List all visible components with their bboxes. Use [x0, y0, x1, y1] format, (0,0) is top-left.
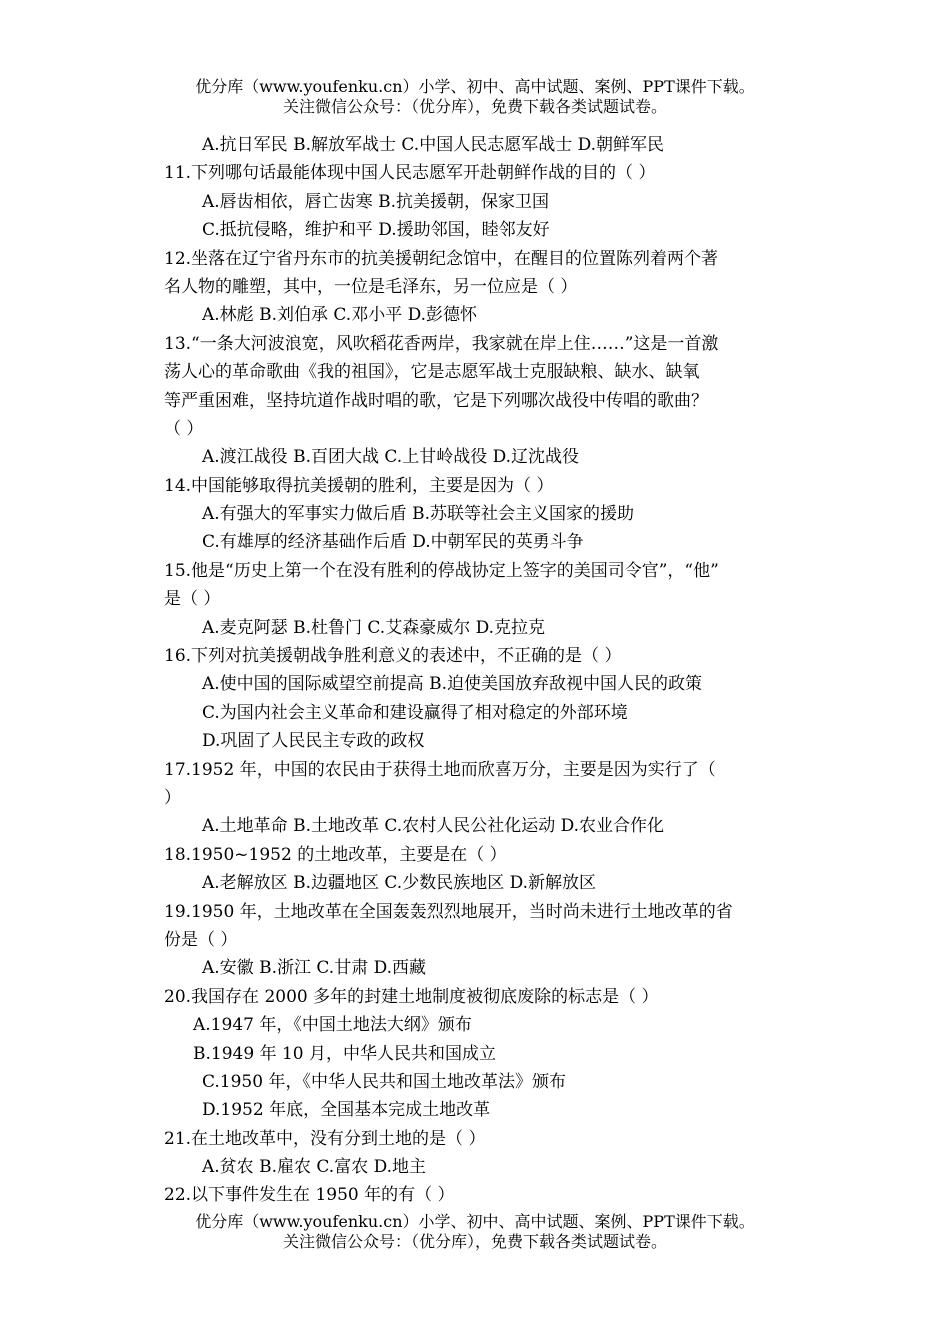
question-text-line: 19.1950 年，土地改革在全国轰轰烈烈地展开，当时尚未进行土地改革的省 [164, 901, 733, 922]
question-text-line: ） [164, 787, 181, 808]
question-text-line: 17.1952 年，中国的农民由于获得土地而欣喜万分，主要是因为实行了（ [164, 759, 716, 780]
question-text-line: （ ） [164, 418, 204, 439]
answer-option-line: A.麦克阿瑟 B.杜鲁门 C.艾森豪威尔 D.克拉克 [202, 617, 546, 638]
question-text-line: 名人物的雕塑，其中，一位是毛泽东，另一位应是（ ） [164, 276, 578, 297]
answer-option-line: A.唇齿相依，唇亡齿寒 B.抗美援朝，保家卫国 [202, 191, 549, 212]
answer-option-line: A.1947 年，《中国土地法大纲》颁布 [193, 1015, 472, 1036]
question-text-line: 是（ ） [164, 589, 221, 610]
footer-line-2: 关注微信公众号：（优分库），免费下载各类试题试卷。 [282, 1232, 667, 1251]
answer-option-line: C.为国内社会主义革命和建设赢得了相对稳定的外部环境 [202, 702, 628, 723]
question-text-line: 11.下列哪句话最能体现中国人民志愿军开赴朝鲜作战的目的（ ） [164, 163, 656, 184]
question-text-line: 荡人心的革命歌曲《我的祖国》，它是志愿军战士克服缺粮、缺水、缺氧 [164, 362, 700, 383]
answer-option-line: A.使中国的国际威望空前提高 B.迫使美国放弃敌视中国人民的政策 [202, 674, 702, 695]
question-text-line: 12.坐落在辽宁省丹东市的抗美援朝纪念馆中，在醒目的位置陈列着两个著 [164, 248, 719, 269]
question-text-line: 15.他是“历史上第一个在没有胜利的停战协定上签字的美国司令官”，“他” [164, 560, 719, 581]
answer-option-line: C.抵抗侵略，维护和平 D.援助邻国，睦邻友好 [202, 220, 550, 241]
answer-option-line: B.1949 年 10 月，中华人民共和国成立 [193, 1043, 497, 1064]
answer-option-line: A.土地革命 B.土地改革 C.农村人民公社化运动 D.农业合作化 [202, 816, 665, 837]
footer-line-1: 优分库（www.youfenku.cn）小学、初中、高中试题、案例、PPT课件下载。 [195, 1212, 755, 1231]
answer-option-line: A.老解放区 B.边疆地区 C.少数民族地区 D.新解放区 [202, 873, 597, 894]
question-text-line: 20.我国存在 2000 多年的封建土地制度被彻底废除的标志是（ ） [164, 986, 659, 1007]
answer-option-line: A.贫农 B.雇农 C.富农 D.地主 [202, 1157, 427, 1178]
answer-option-line: A.渡江战役 B.百团大战 C.上甘岭战役 D.辽沈战役 [202, 447, 580, 468]
question-text-line: 18.1950~1952 的土地改革，主要是在（ ） [164, 844, 507, 865]
answer-option-line: A.抗日军民 B.解放军战士 C.中国人民志愿军战士 D.朝鲜军民 [202, 135, 665, 155]
question-text-line: 22.以下事件发生在 1950 年的有（ ） [164, 1185, 455, 1206]
answer-option-line: D.1952 年底，全国基本完成土地改革 [202, 1100, 491, 1121]
question-text-line: 等严重困难，坚持坑道作战时唱的歌，它是下列哪次战役中传唱的歌曲？ [164, 390, 708, 411]
header-line-2: 关注微信公众号：（优分库），免费下载各类试题试卷。 [282, 97, 667, 116]
header-line-1: 优分库（www.youfenku.cn）小学、初中、高中试题、案例、PPT课件下载。 [195, 77, 755, 96]
answer-option-line: C.1950 年，《中华人民共和国土地改革法》颁布 [202, 1071, 566, 1092]
question-text-line: 21.在土地改革中，没有分到土地的是（ ） [164, 1128, 486, 1149]
question-text-line: 份是（ ） [164, 929, 238, 950]
answer-option-line: A.林彪 B.刘伯承 C.邓小平 D.彭德怀 [202, 305, 478, 326]
question-text-line: 16.下列对抗美援朝战争胜利意义的表述中，不正确的是（ ） [164, 646, 622, 667]
answer-option-line: A.安徽 B.浙江 C.甘肃 D.西藏 [202, 958, 427, 979]
answer-option-line: C.有雄厚的经济基础作后盾 D.中朝军民的英勇斗争 [202, 532, 584, 553]
question-text-line: 13.“一条大河波浪宽，风吹稻花香两岸，我家就在岸上住……”这是一首激 [164, 333, 719, 354]
question-list [164, 131, 794, 1210]
answer-option-line: A.有强大的军事实力做后盾 B.苏联等社会主义国家的援助 [202, 504, 634, 525]
question-text-line: 14.中国能够取得抗美援朝的胜利，主要是因为（ ） [164, 475, 554, 496]
answer-option-line: D.巩固了人民民主专政的政权 [202, 731, 425, 752]
